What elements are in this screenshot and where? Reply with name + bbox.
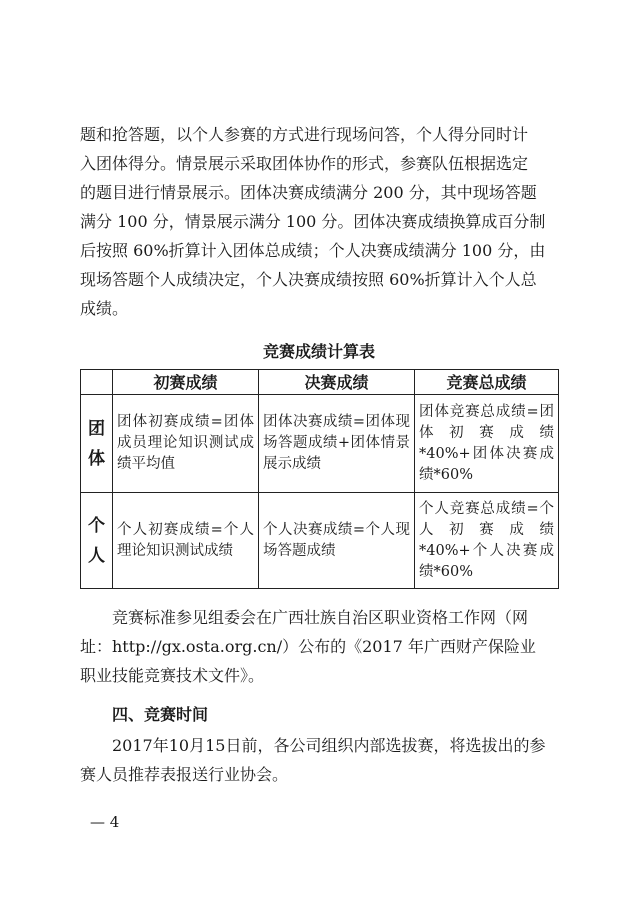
table-row-team xyxy=(81,395,559,493)
score-calculation-table xyxy=(80,369,559,589)
row-label-text: 个人 xyxy=(88,515,105,566)
reference-paragraph xyxy=(80,603,560,690)
row-label-team xyxy=(81,395,113,493)
header-preliminary: 初赛成绩 xyxy=(113,370,259,395)
rules-paragraph xyxy=(80,120,560,323)
row-label-individual xyxy=(81,493,113,589)
text-line: 满分 100 分，情景展示满分 100 分。团体决赛成绩换算成百分制 xyxy=(80,212,546,231)
cell-individual-preliminary: 个人初赛成绩=个人理论知识测试成绩 xyxy=(113,493,259,589)
cell-individual-final: 个人决赛成绩=个人现场答题成绩 xyxy=(259,493,415,589)
cell-team-final: 团体决赛成绩=团体现场答题成绩+团体情景展示成绩 xyxy=(259,395,415,493)
cell-team-total: 团体竞赛总成绩=团体初赛成绩*40%+团体决赛成绩*60% xyxy=(415,395,559,493)
text-line: 现场答题个人成绩决定，个人决赛成绩按照 60%折算计入个人总 xyxy=(80,270,537,289)
text-line: 后按照 60%折算计入团体总成绩；个人决赛成绩满分 100 分，由 xyxy=(80,241,546,260)
header-blank xyxy=(81,370,113,395)
page-number: — 4 xyxy=(90,813,120,831)
table-title: 竞赛成绩计算表 xyxy=(262,342,375,361)
text-line: 竞赛标准参见组委会在广西壮族自治区职业资格工作网（网 xyxy=(112,608,529,627)
text-line-with-url: 址：http://gx.osta.org.cn/）公布的《2017 年广西财产保险业 xyxy=(80,637,536,656)
text-line: 成绩。 xyxy=(80,299,129,318)
cell-team-preliminary: 团体初赛成绩=团体成员理论知识测试成绩平均值 xyxy=(113,395,259,493)
text-line: 入团体得分。情景展示采取团体协作的形式，参赛队伍根据选定 xyxy=(80,154,529,173)
cell-individual-total: 个人竞赛总成绩=个人初赛成绩*40%+个人决赛成绩*60% xyxy=(415,493,559,589)
header-final: 决赛成绩 xyxy=(259,370,415,395)
text-line: 2017年10月15日前，各公司组织内部选拔赛，将选拔出的参 xyxy=(112,736,546,755)
section-heading: 四、竞赛时间 xyxy=(112,705,209,724)
table-row-individual xyxy=(81,493,559,589)
table-header-row xyxy=(81,370,559,395)
header-total: 竞赛总成绩 xyxy=(415,370,559,395)
text-line: 赛人员推荐表报送行业协会。 xyxy=(80,765,289,784)
text-line: 的题目进行情景展示。团体决赛成绩满分 200 分，其中现场答题 xyxy=(80,183,537,202)
text-line: 职业技能竞赛技术文件》。 xyxy=(80,666,265,685)
schedule-paragraph xyxy=(80,731,560,789)
row-label-text: 团体 xyxy=(88,418,105,469)
text-line: 题和抢答题，以个人参赛的方式进行现场问答，个人得分同时计 xyxy=(80,125,529,144)
